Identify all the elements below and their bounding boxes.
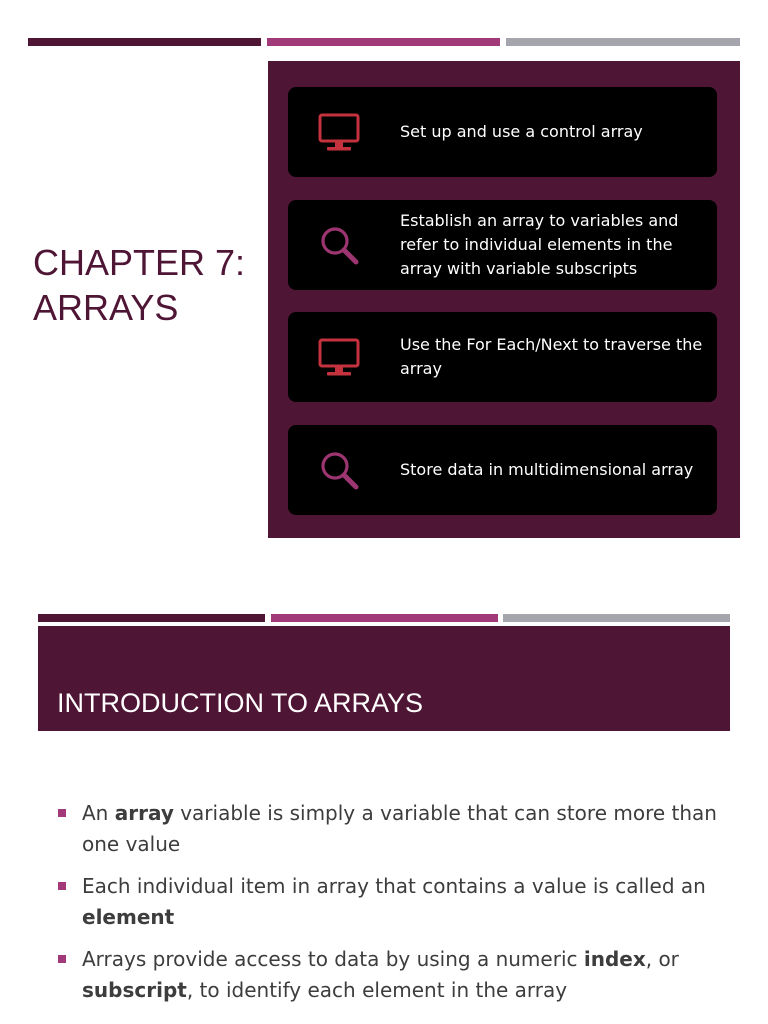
chapter-title-line-1: CHAPTER 7: bbox=[33, 242, 246, 283]
bullet-keyword: array bbox=[114, 801, 174, 825]
section-title: INTRODUCTION TO ARRAYS bbox=[57, 688, 424, 718]
monitor-icon bbox=[316, 110, 362, 154]
accent-stripe-magenta bbox=[267, 38, 500, 46]
bullet-keyword: index bbox=[583, 947, 646, 971]
bullet-text: , to identify each element in the array bbox=[186, 978, 568, 1002]
accent-stripe-magenta bbox=[271, 614, 498, 622]
objective-item bbox=[288, 87, 717, 177]
accent-stripe-dark bbox=[38, 614, 265, 622]
objective-item bbox=[288, 200, 717, 290]
list-item bbox=[58, 871, 728, 933]
chapter-title bbox=[33, 240, 263, 330]
bullet-text: Arrays provide access to data by using a numeric bbox=[82, 947, 584, 971]
chapter-title-line-2: ARRAYS bbox=[33, 287, 179, 328]
bullet-marker bbox=[58, 882, 66, 890]
objective-text: Set up and use a control array bbox=[400, 122, 643, 141]
list-item bbox=[58, 944, 728, 1006]
bullet-text: An bbox=[82, 801, 115, 825]
objective-text: Establish an array to variables and refer to individual elements in the array with variable subscripts bbox=[400, 211, 679, 278]
list-item bbox=[58, 798, 728, 860]
accent-stripe-gray bbox=[503, 614, 730, 622]
objective-text: Store data in multidimensional array bbox=[400, 460, 694, 479]
bullet-text: , or bbox=[645, 947, 679, 971]
bullet-keyword: subscript bbox=[82, 978, 187, 1002]
objective-text: Use the For Each/Next to traverse the array bbox=[400, 335, 703, 378]
bullet-marker bbox=[58, 955, 66, 963]
bullet-text: variable is simply a variable that can store more than one value bbox=[82, 801, 717, 856]
objective-item bbox=[288, 312, 717, 402]
objectives-panel bbox=[268, 61, 740, 538]
objective-item bbox=[288, 425, 717, 515]
accent-stripe-gray bbox=[506, 38, 740, 46]
monitor-icon bbox=[316, 335, 362, 379]
bullet-marker bbox=[58, 809, 66, 817]
bullet-keyword: element bbox=[82, 905, 175, 929]
accent-stripe-dark bbox=[28, 38, 261, 46]
bullet-list bbox=[58, 798, 728, 1017]
section-header bbox=[38, 626, 730, 731]
bullet-text: Each individual item in array that contains a value is called an bbox=[82, 874, 706, 898]
magnifier-icon bbox=[316, 223, 362, 267]
magnifier-icon bbox=[316, 448, 362, 492]
